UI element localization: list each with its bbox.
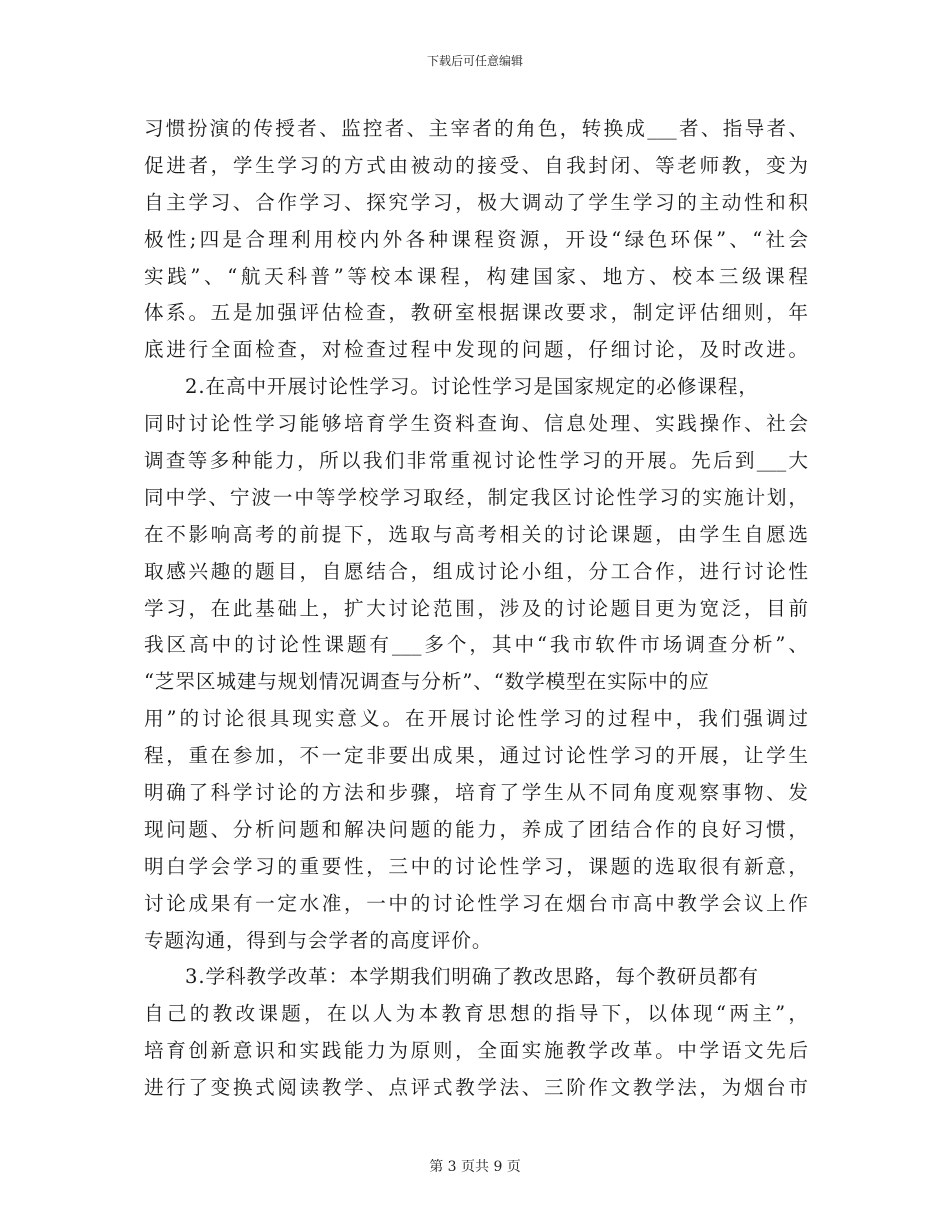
body-line: 调查等多种能力，所以我们非常重视讨论性学习的开展。先后到___大 (144, 449, 808, 473)
body-line: 在不影响高考的前提下，选取与高考相关的讨论课题，由学生自愿选 (144, 522, 808, 546)
body-line: 明白学会学习的重要性，三中的讨论性学习，课题的选取很有新意， (144, 854, 808, 878)
body-line: 实践”、“航天科普”等校本课程，构建国家、地方、校本三级课程 (144, 264, 808, 288)
body-line: 现问题、分析问题和解决问题的能力，养成了团结合作的良好习惯， (144, 817, 808, 841)
body-line: 专题沟通，得到与会学者的高度评价。 (144, 928, 493, 952)
body-line: 习惯扮演的传授者、监控者、主宰者的角色，转换成___者、指导者、 (144, 117, 808, 140)
body-line: 我区高中的讨论性课题有___多个，其中“我市软件市场调查分析”、 (144, 633, 808, 657)
body-line: 同时讨论性学习能够培育学生资料查询、信息处理、实践操作、社会 (144, 412, 808, 436)
body-line: 极性;四是合理利用校内外各种课程资源，开设“绿色环保”、“社会 (144, 227, 808, 251)
body-line: 取感兴趣的题目，自愿结合，组成讨论小组，分工合作，进行讨论性 (144, 559, 808, 583)
body-line: 自己的教改课题，在以人为本教育思想的指导下，以体现“两主”， (144, 1002, 808, 1026)
body-line: 同中学、宁波一中等学校学习取经，制定我区讨论性学习的实施计划， (144, 485, 808, 509)
body-line: 底进行全面检查，对检查过程中发现的问题，仔细讨论，及时改进。 (144, 338, 808, 362)
document-body (144, 111, 808, 1107)
body-line: 自主学习、合作学习、探究学习，极大调动了学生学习的主动性和积 (144, 190, 808, 214)
body-line: 学习，在此基础上，扩大讨论范围，涉及的讨论题目更为宽泛，目前 (144, 596, 808, 620)
body-line: 体系。五是加强评估检查，教研室根据课改要求，制定评估细则，年 (144, 301, 808, 325)
page-header: 下载后可任意编辑 (426, 54, 523, 68)
body-line: 用”的讨论很具现实意义。在开展讨论性学习的过程中，我们强调过 (144, 707, 808, 731)
body-line: 2.在高中开展讨论性学习。讨论性学习是国家规定的必修课程， (144, 375, 759, 399)
body-line: 3.学科教学改革：本学期我们明确了教改思路，每个教研员都有 (144, 965, 759, 989)
body-line: 进行了变换式阅读教学、点评式教学法、三阶作文教学法，为烟台市 (144, 1076, 808, 1100)
body-line: 明确了科学讨论的方法和步骤，培育了学生从不同角度观察事物、发 (144, 781, 808, 805)
body-line: 促进者，学生学习的方式由被动的接受、自我封闭、等老师教，变为 (144, 153, 808, 177)
body-line: 讨论成果有一定水准，一中的讨论性学习在烟台市高中教学会议上作 (144, 891, 808, 915)
page-footer: 第 3 页共 9 页 (429, 1159, 521, 1175)
body-line: “芝罘区城建与规划情况调查与分析”、“数学模型在实际中的应 (144, 670, 710, 694)
body-line: 培育创新意识和实践能力为原则，全面实施教学改革。中学语文先后 (144, 1039, 808, 1063)
body-line: 程，重在参加，不一定非要出成果，通过讨论性学习的开展，让学生 (144, 744, 808, 768)
